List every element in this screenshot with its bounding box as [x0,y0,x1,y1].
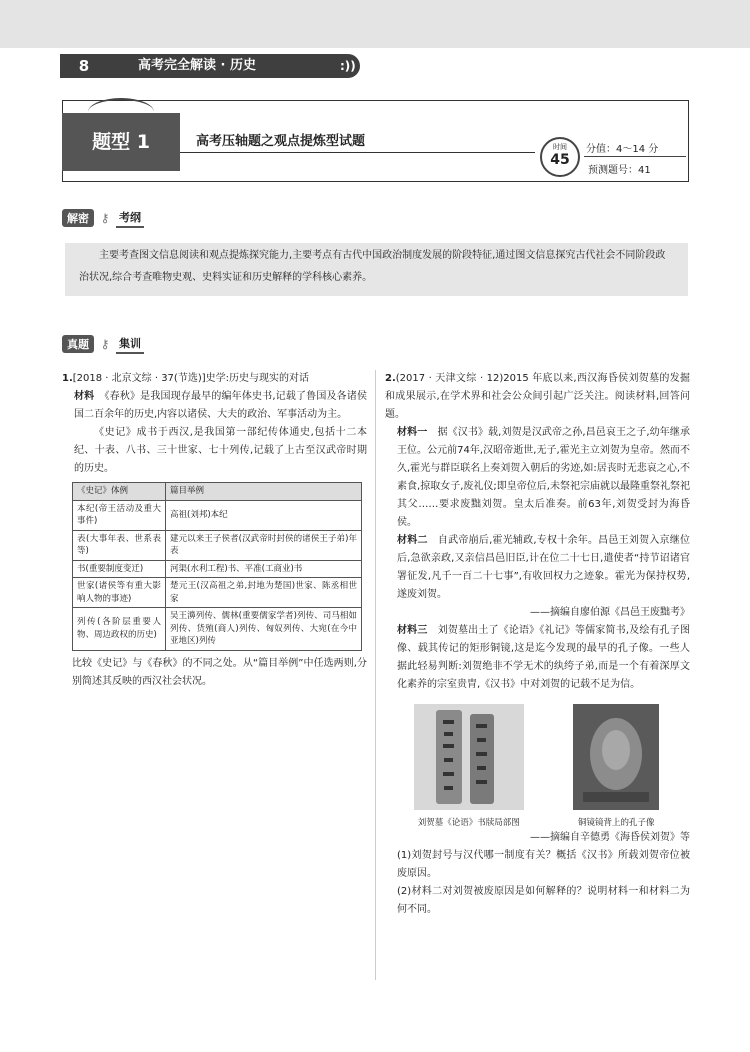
clock-label: 时间 [553,143,567,151]
figure-bamboo-slip [404,704,534,829]
material-text-2: 《史记》成书于西汉,是我国第一部纪传体通史,包括十二本纪、十表、八书、三十世家、七十列传,记载了上古至汉武帝时期的历史。 [74,427,367,474]
tag-part-a: 真题 [62,335,94,353]
material-source: ——摘编自辛德勇《海昏侯刘贺》等 [530,832,690,843]
table-cell: 表(大事年表、世系表等) [73,530,166,560]
table-header: 篇目举例 [166,483,362,501]
type-title: 高考压轴题之观点提炼型试题 [196,134,366,149]
bamboo-slip-image [414,704,524,810]
question-prompt: 比较《史记》与《春秋》的不同之处。从“篇目举例”中任选两则,分别简述其反映的西汉社会状况。 [72,657,367,687]
question-1 [62,370,367,691]
material-text: 刘贺墓出土了《论语》《礼记》等儒家简书,及绘有孔子图像、载其传记的矩形铜镜,这是迄今发现的最早的孔子像。一些人据此轻易判断:刘贺绝非不学无术的纨绔子弟,而是一个有着深厚文化素养的宗室贵胄,《汉书》中对刘贺的记载不足为信。 [397,625,690,690]
tag-part-b: 考纲 [116,208,144,228]
material-label: 材料三 [397,625,428,636]
book-title: 高考完全解读 · 历史 [138,58,256,73]
table-cell: 楚元王(汉高祖之弟,封地为楚国)世家、陈丞相世家 [166,578,362,608]
figure-mirror [551,704,681,829]
material-text: 据《汉书》载,刘贺是汉武帝之孙,昌邑哀王之子,幼年继承王位。公元前74年,汉昭帝逝世,无子,霍光主立刘贺为皇帝。然而不久,霍光与群臣联名上奏刘贺入朝后的劣迹,如:居丧时无悲哀之心,不素食,掠取女子,废礼仪;即皇帝位后,未祭祀宗庙就以最隆重祭礼祭祀其父……要求废黜刘贺。皇太后准奏。前63年,刘贺受封为海昏侯。 [397,427,691,528]
question-prompt: (2)材料二对刘贺被废原因是如何解释的？说明材料一和材料二为何不同。 [397,886,690,915]
figure-caption: 铜镜镜背上的孔子像 [577,818,655,828]
section-tag-practice [62,334,144,354]
table-row [73,578,362,608]
figure-caption: 刘贺墓《论语》书牍局部图 [417,818,520,828]
table-cell: 本纪(帝王活动及重大事件) [73,500,166,530]
table-cell: 书(重要制度变迁) [73,560,166,578]
table-cell: 建元以来王子侯者(汉武帝时封侯的诸侯王子弟)年表 [166,530,362,560]
mirror-image [573,704,659,810]
table-row [73,560,362,578]
table-row [73,608,362,651]
question-prompt: (1)刘贺封号与汉代哪一制度有关？概括《汉书》所载刘贺帝位被废原因。 [397,850,690,879]
material-text: 《春秋》是我国现存最早的编年体史书,记载了鲁国及各诸侯国二百余年的历史,内容以诸侯、大夫的政治、军事活动为主。 [74,391,368,420]
material-label: 材料 [74,391,95,402]
score-divider [584,156,686,157]
material-text: 自武帝崩后,霍光辅政,专权十余年。昌邑王刘贺入京继位后,急欲亲政,又亲信昌邑旧臣,计在位二十七日,遣使者“持节诏诸官署征发,凡千一百二十七事”,有收回权力之迹象。霍光为保持权势,遂废刘贺。 [397,535,691,600]
type-label: 题型 1 [62,113,180,171]
syllabus-intro: 主要考查图文信息阅读和观点提炼探究能力,主要考点有古代中国政治制度发展的阶段特征,通过图文信息探究古代社会不同阶段政治状况,综合考查唯物史观、史料实证和历史解释的学科核心素养。 [65,243,688,296]
figure-row [395,704,690,829]
section-tag-decode [62,208,144,228]
type-underline [180,152,535,153]
material-label: 材料一 [397,427,428,438]
question-2 [385,370,690,919]
score-range: 分值：4～14 分 [586,144,659,155]
table-cell: 吴王濞列传、儒林(重要儒家学者)列传、司马相如列传、货殖(商人)列传、匈奴列传、大宛(在今中亚地区)列传 [166,608,362,651]
question-number: 1. [62,373,73,384]
clock-icon [540,137,580,177]
shiji-table [72,482,362,651]
top-band [0,0,750,48]
key-icon: ⚷ [100,337,110,351]
question-number: 2. [385,373,396,384]
material-source: ——摘编自廖伯源《昌邑王废黜考》 [530,607,690,618]
question-source: (2017 · 天津文综 · 12)2015 年底以来,西汉海昏侯刘贺墓的发掘和成果展示,在学术界和社会公众间引起广泛关注。阅读材料,回答问题。 [385,373,690,420]
question-source: [2018 · 北京文综 · 37(节选)]史学:历史与现实的对话 [72,373,309,384]
tag-part-b: 集训 [116,334,144,354]
tag-part-a: 解密 [62,209,94,227]
table-cell: 高祖(刘邦)本纪 [166,500,362,530]
clock-minutes: 45 [550,152,570,168]
material-label: 材料二 [397,535,428,546]
table-cell: 河渠(水利工程)书、平准(工商业)书 [166,560,362,578]
table-row [73,530,362,560]
column-divider [375,370,376,980]
forecast-number: 预测题号：41 [588,165,651,176]
page-number: 8 [78,57,90,75]
key-icon: ⚷ [100,211,110,225]
table-cell: 世家(诸侯等有重大影响人物的事迹) [73,578,166,608]
table-cell: 列传(各阶层重要人物、周边政权的历史) [73,608,166,651]
table-header: 《史记》体例 [73,483,166,501]
smile-decoration: :)) [340,59,356,73]
table-row [73,500,362,530]
